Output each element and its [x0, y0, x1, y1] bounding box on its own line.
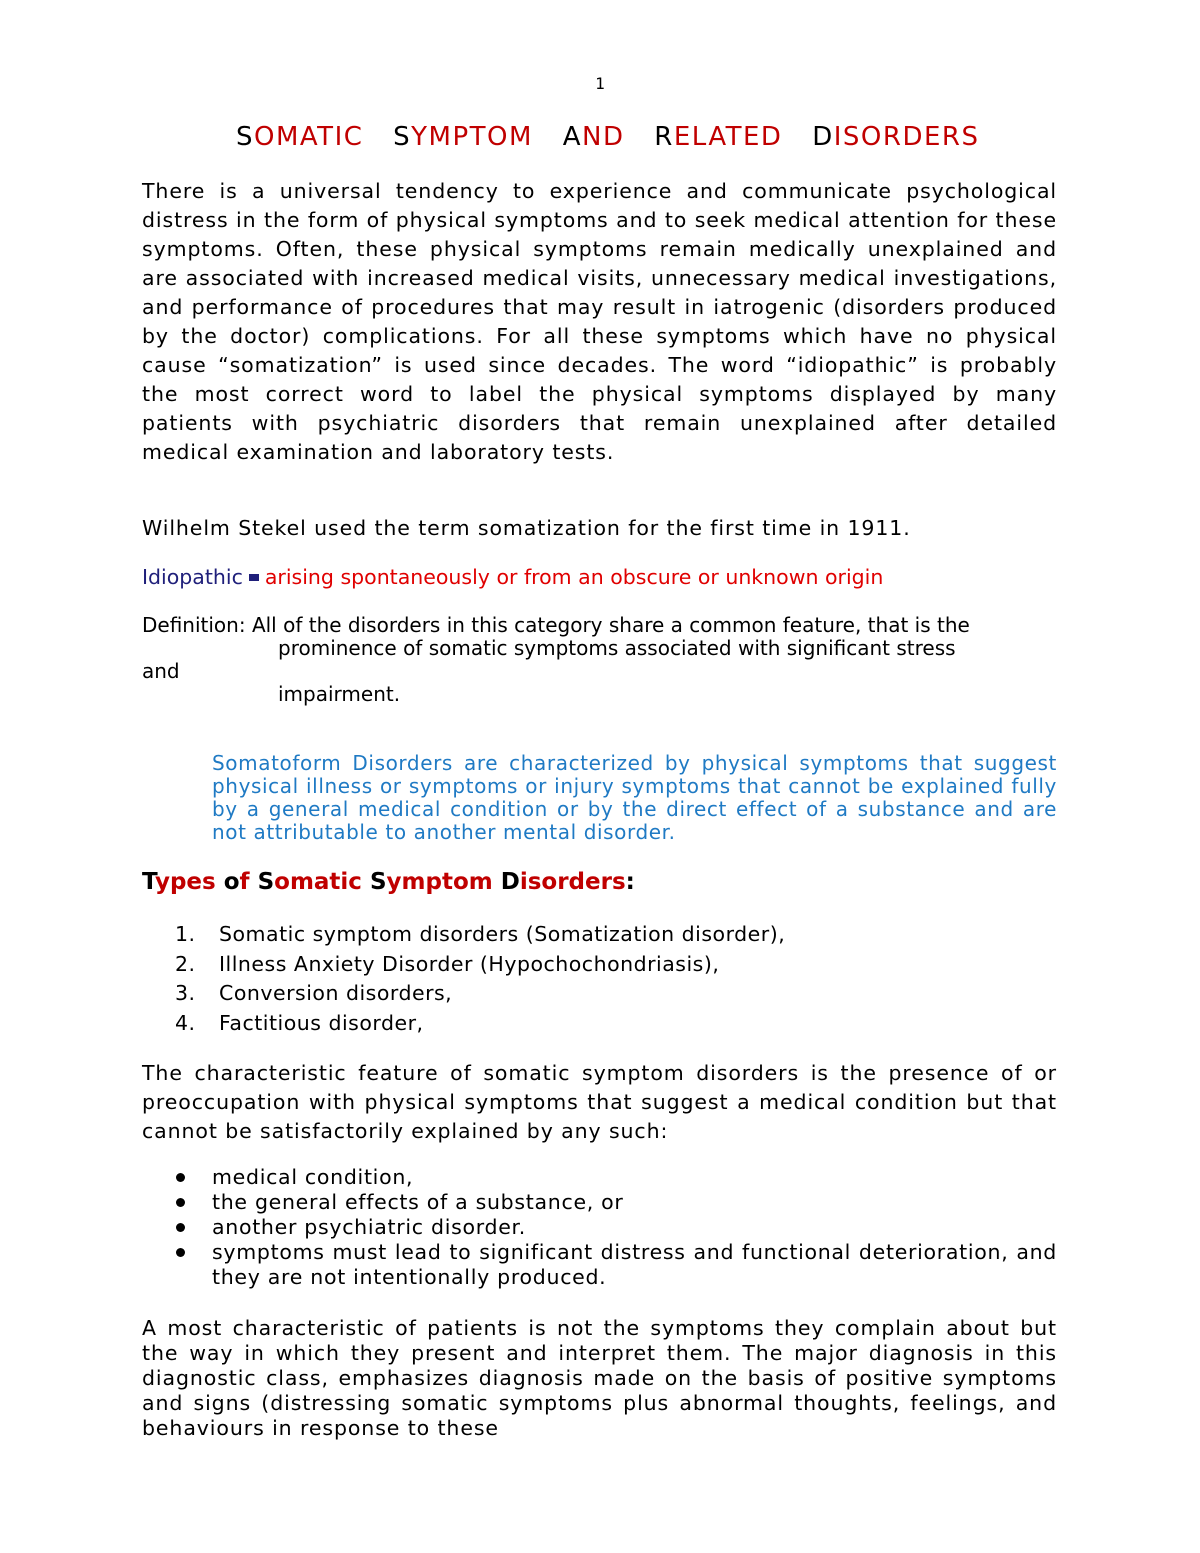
somatoform-paragraph: Somatoform Disorders are characterized by physical symptoms that suggest physical illness or symptoms or injury symptoms that cannot be explained fully by a general medical condition or by the direct effect of a substance and are not attributable to another mental disorder. — [212, 751, 1057, 844]
definition-line: and — [142, 659, 180, 683]
page-number: 1 — [595, 74, 605, 93]
list-item: 2. Illness Anxiety Disorder (Hypochochondriasis), — [175, 951, 720, 976]
criteria-list — [142, 1165, 1057, 1290]
list-item: another psychiatric disorder. — [142, 1215, 1057, 1240]
list-item: 1. Somatic symptom disorders (Somatization disorder), — [175, 922, 786, 946]
idiopathic-term: Idiopathic — [142, 565, 243, 589]
list-item: 3. Conversion disorders, — [175, 981, 453, 1005]
definition-line: Definition: All of the disorders in this category share a common feature, that is the — [142, 613, 970, 637]
idiopathic-definition: arising spontaneously or from an obscure or unknown origin — [264, 565, 884, 589]
page-title — [236, 122, 1036, 152]
bullet-icon — [176, 1223, 185, 1232]
definition-block — [142, 614, 1057, 706]
list-item: medical condition, — [142, 1165, 1057, 1190]
list-item: symptoms must lead to significant distress and functional deterioration, and they are not intentionally produced. — [142, 1240, 1057, 1290]
intro-paragraph: There is a universal tendency to experience and communicate psychological distress in the form of physical symptoms and to seek medical attention for these symptoms. Often, these physical symptoms remain medically unexplained and are associated with increased medical visits, unnecessary medical investigations, and performance of procedures that may result in iatrogenic (disorders produced by the doctor) complications. For all these symptoms which have no physical cause “somatization” is used since decades. The word “idiopathic” is probably the most correct word to label the physical symptoms displayed by many patients with psychiatric disorders that remain unexplained after detailed medical examination and laboratory tests. — [142, 179, 1057, 464]
list-item: the general effects of a substance, or — [142, 1190, 1057, 1215]
definition-line: impairment. — [278, 682, 401, 706]
title-word: AND — [562, 122, 625, 152]
bullet-icon — [176, 1248, 185, 1257]
title-word: SYMPTOM — [393, 122, 533, 152]
definition-line: prominence of somatic symptoms associated with significant stress — [278, 636, 956, 660]
bullet-icon — [176, 1198, 185, 1207]
square-bullet-icon — [249, 574, 259, 581]
idiopathic-definition-line — [142, 565, 883, 589]
closing-paragraph: A most characteristic of patients is not the symptoms they complain about but the way in which they present and interpret them. The major diagnosis in this diagnostic class, emphasizes diagnosis made on the basis of positive symptoms and signs (distressing somatic symptoms plus abnormal thoughts, feelings, and behaviours in response to these — [142, 1316, 1057, 1440]
stekel-paragraph: Wilhelm Stekel used the term somatization for the first time in 1911. — [142, 516, 911, 540]
characteristic-paragraph: The characteristic feature of somatic symptom disorders is the presence of or preoccupation with physical symptoms that suggest a medical condition but that cannot be satisfactorily explained by any such: — [142, 1061, 1057, 1143]
types-heading: Types of Somatic Symptom Disorders: — [142, 869, 635, 895]
title-word: SOMATIC — [236, 122, 364, 152]
bullet-icon — [176, 1173, 185, 1182]
list-item: 4. Factitious disorder, — [175, 1010, 424, 1035]
title-word: DISORDERS — [812, 122, 980, 152]
title-word: RELATED — [654, 122, 783, 152]
types-list — [142, 920, 785, 1038]
